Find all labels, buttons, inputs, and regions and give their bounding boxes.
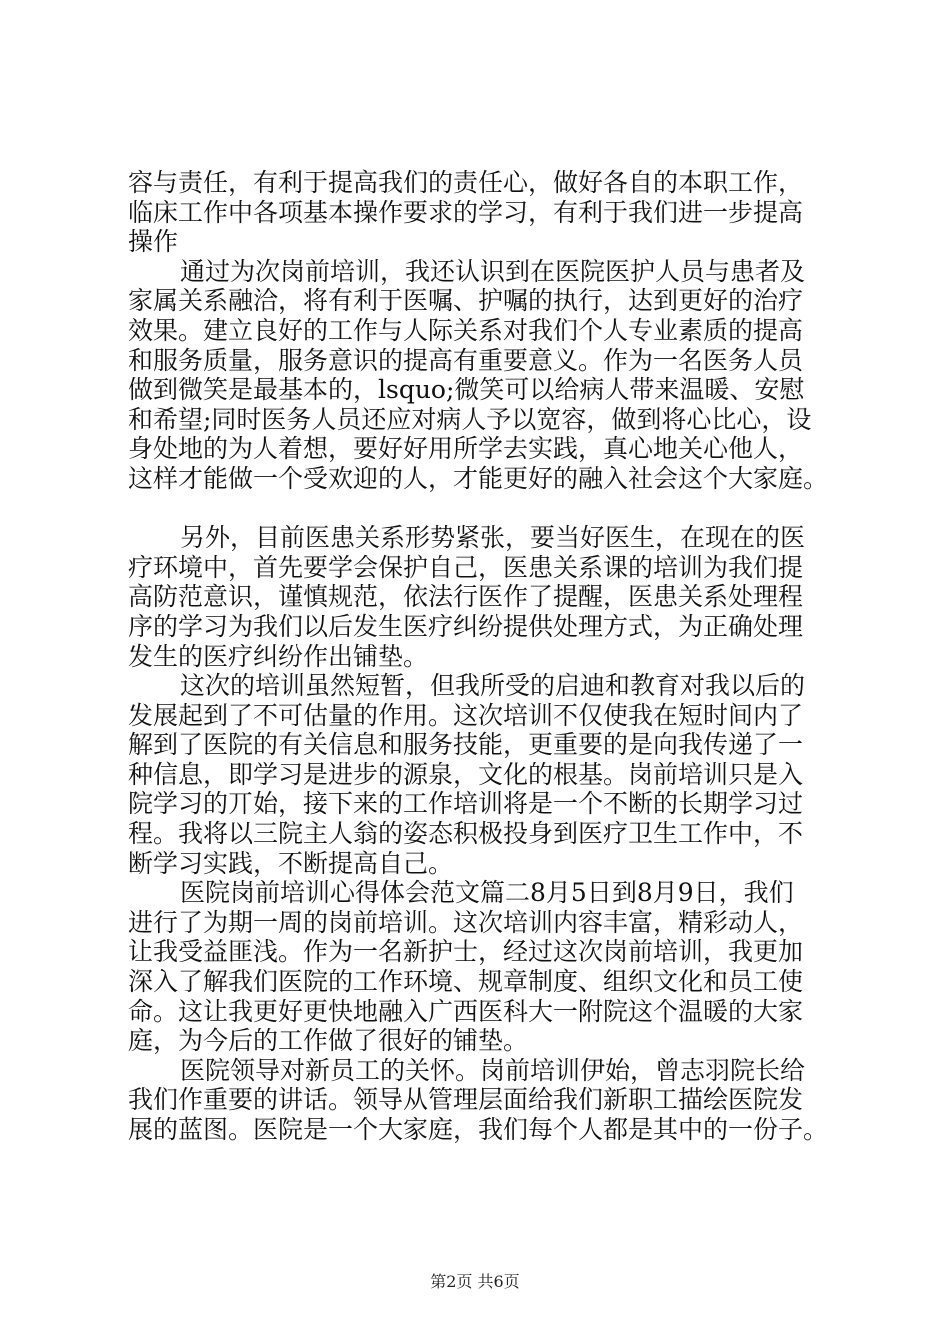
text-line: 高防范意识，谨慎规范，依法行医作了提醒，医患关系处理程 xyxy=(128,582,804,612)
text-line: 做到微笑是最基本的，lsquo;微笑可以给病人带来温暖、安慰 xyxy=(128,375,805,405)
text-line: 另外，目前医患关系形势紧张，要当好医生，在现在的医 xyxy=(180,523,806,553)
text-line: 和希望;同时医务人员还应对病人予以宽容，做到将心比心，设 xyxy=(128,404,812,434)
text-line: 身处地的为人着想，要好好用所学去实践，真心地关心他人， xyxy=(128,434,804,464)
text-line: 进行了为期一周的岗前培训。这次培训内容丰富，精彩动人， xyxy=(128,907,804,937)
text-line: 展的蓝图。医院是一个大家庭，我们每个人都是其中的一份子。 xyxy=(128,1115,829,1144)
blank-line xyxy=(128,494,850,524)
text-line: 这样才能做一个受欢迎的人，才能更好的融入社会这个大家庭。 xyxy=(128,463,829,493)
text-line: 命。这让我更好更快地融入广西医科大一附院这个温暖的大家 xyxy=(128,996,804,1026)
text-line: 院学习的丌始，接下来的工作培训将是一个不断的长期学习过 xyxy=(128,789,804,819)
document-body xyxy=(128,168,850,1145)
text-line: 通过为次岗前培训，我还认识到在医院医护人员与患者及 xyxy=(180,256,806,286)
text-line: 这次的培训虽然短暂，但我所受的启迪和教育对我以后的 xyxy=(180,671,806,701)
text-line: 操作 xyxy=(128,227,179,257)
text-line: 我们作重要的讲话。领导从管理层面给我们新职工描绘医院发 xyxy=(128,1085,804,1115)
text-line: 断学习实践，不断提高自己。 xyxy=(128,848,454,878)
text-line: 深入了解我们医院的工作环境、规章制度、组织文化和员工使 xyxy=(128,967,804,997)
text-line: 疗环境中，首先要学会保护自己，医患关系课的培训为我们提 xyxy=(128,552,804,582)
page-number-footer: 第2页 共6页 xyxy=(430,1272,520,1291)
text-line: 发生的医疗纠纷作出铺垫。 xyxy=(128,641,429,671)
text-line: 种信息，即学习是进步的源泉，文化的根基。岗前培训只是入 xyxy=(128,759,804,789)
text-line: 医院领导对新员工的关怀。岗前培训伊始，曾志羽院长给 xyxy=(180,1055,806,1085)
text-line: 临床工作中各项基本操作要求的学习，有利于我们进一步提高 xyxy=(128,197,804,227)
text-line: 和服务质量，服务意识的提高有重要意义。作为一名医务人员 xyxy=(128,345,804,375)
text-line: 医院岗前培训心得体会范文篇二8月5日到8月9日，我们 xyxy=(180,878,794,908)
text-line: 让我受益匪浅。作为一名新护士，经过这次岗前培训，我更加 xyxy=(128,937,804,967)
text-line: 序的学习为我们以后发生医疗纠纷提供处理方式，为正确处理 xyxy=(128,611,804,641)
text-line: 家属关系融洽，将有利于医嘱、护嘱的执行，达到更好的治疗 xyxy=(128,286,804,316)
text-line: 程。我将以三院主人翁的姿态积极投身到医疗卫生工作中，不 xyxy=(128,819,804,849)
text-line: 解到了医院的有关信息和服务技能，更重要的是向我传递了一 xyxy=(128,730,804,760)
text-line: 效果。建立良好的工作与人际关系对我们个人专业素质的提高 xyxy=(128,315,804,345)
text-line: 发展起到了不可估量的作用。这次培训不仅使我在短时间内了 xyxy=(128,700,804,730)
text-line: 庭，为今后的工作做了很好的铺垫。 xyxy=(128,1026,529,1056)
text-line: 容与责任，有利于提高我们的责任心，做好各自的本职工作， xyxy=(128,168,804,197)
